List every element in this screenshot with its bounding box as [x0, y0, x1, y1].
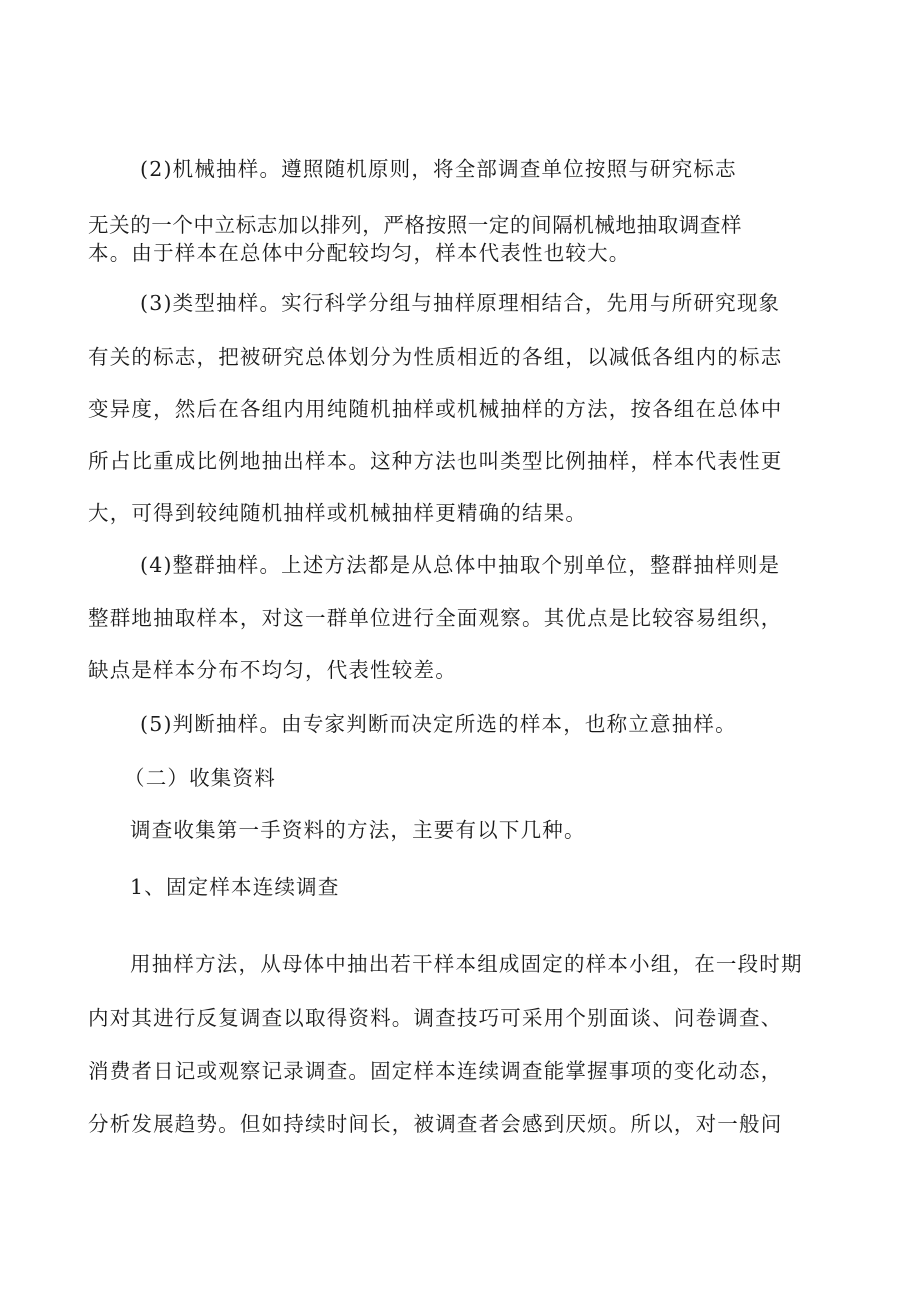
- paragraph-line: 消费者日记或观察记录调查。固定样本连续调查能掌握事项的变化动态，: [88, 1059, 783, 1083]
- paragraph-line: 变异度，然后在各组内用纯随机抽样或机械抽样的方法，按各组在总体中: [88, 397, 783, 421]
- paragraph-line: 用抽样方法，从母体中抽出若干样本组成固定的样本小组，在一段时期: [130, 952, 803, 976]
- paragraph-line: 分析发展趋势。但如持续时间长，被调查者会感到厌烦。所以，对一般问: [88, 1112, 783, 1136]
- paragraph-line: (3)类型抽样。实行科学分组与抽样原理相结合，先用与所研究现象: [140, 291, 781, 315]
- paragraph-line: 整群地抽取样本，对这一群单位进行全面观察。其优点是比较容易组织，: [88, 606, 783, 630]
- paragraph-line: 缺点是样本分布不均匀，代表性较差。: [88, 658, 457, 682]
- paragraph-line: 所占比重成比例地抽出样本。这种方法也叫类型比例抽样，样本代表性更: [88, 449, 783, 473]
- paragraph-line: 有关的标志，把被研究总体划分为性质相近的各组，以减低各组内的标志: [88, 345, 783, 369]
- paragraph-line: 内对其进行反复调查以取得资料。调查技巧可采用个别面谈、问卷调查、: [88, 1006, 783, 1030]
- paragraph-line: 大，可得到较纯随机抽样或机械抽样更精确的结果。: [88, 501, 588, 525]
- subsection-heading: 1、固定样本连续调查: [130, 875, 340, 899]
- paragraph-line: (4)整群抽样。上述方法都是从总体中抽取个别单位，整群抽样则是: [140, 553, 781, 577]
- paragraph-line: 调查收集第一手资料的方法，主要有以下几种。: [130, 818, 586, 842]
- paragraph-line: (5)判断抽样。由专家判断而决定所选的样本，也称立意抽样。: [140, 712, 737, 736]
- section-heading: （二）收集资料: [124, 766, 276, 790]
- paragraph-line: 无关的一个中立标志加以排列，严格按照一定的间隔机械地抽取调查样: [88, 213, 743, 237]
- paragraph-line: (2)机械抽样。遵照随机原则，将全部调查单位按照与研究标志: [140, 157, 737, 181]
- paragraph-line: 本。由于样本在总体中分配较均匀，样本代表性也较大。: [88, 241, 631, 265]
